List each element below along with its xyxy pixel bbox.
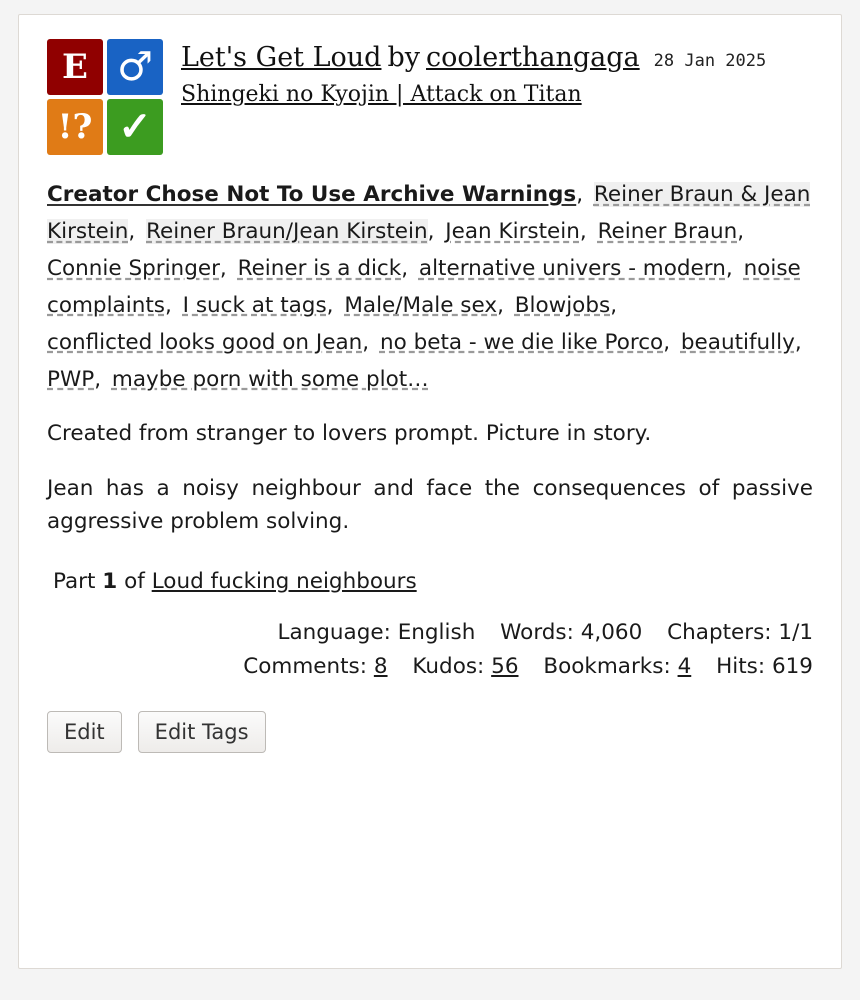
tag-separator: , <box>794 329 802 355</box>
edit-tags-button[interactable]: Edit Tags <box>138 711 266 753</box>
tag-warning[interactable]: Creator Chose Not To Use Archive Warnings <box>47 182 577 207</box>
stat-hits <box>716 654 813 679</box>
by-label: by <box>387 42 421 73</box>
language-value: English <box>397 619 476 645</box>
tag-separator: , <box>164 292 172 318</box>
series-part-label: Part <box>53 568 96 594</box>
tag-separator: , <box>725 255 733 281</box>
tag-character-1[interactable]: Jean Kirstein <box>445 218 580 244</box>
warning-glyph: !? <box>57 107 93 147</box>
tag-character-2[interactable]: Reiner Braun <box>597 218 738 244</box>
tag-freeform-7[interactable]: conflicted looks good on Jean <box>47 329 363 355</box>
bookmarks-value-link[interactable]: 4 <box>677 654 692 680</box>
language-label: Language: <box>277 619 391 645</box>
author-link[interactable]: coolerthangaga <box>426 42 640 73</box>
tag-separator: , <box>737 218 745 244</box>
published-date: 28 Jan 2025 <box>653 51 767 71</box>
stat-kudos <box>412 654 525 679</box>
tag-character-3[interactable]: Connie Springer <box>47 255 220 281</box>
tag-separator: , <box>219 255 227 281</box>
hits-value: 619 <box>771 654 813 680</box>
tag-separator: , <box>610 292 618 318</box>
category-mm-glyph: ♂ <box>117 44 153 90</box>
series-link[interactable]: Loud fucking neighbours <box>151 568 417 594</box>
tag-separator: , <box>128 218 136 244</box>
tag-freeform-3[interactable]: noise complaints <box>47 255 801 318</box>
kudos-value-link[interactable]: 56 <box>491 654 519 680</box>
tag-freeform-8[interactable]: no beta - we die like Porco <box>379 329 664 355</box>
required-tags-group <box>47 39 167 155</box>
tag-separator: , <box>362 329 370 355</box>
tag-freeform-10[interactable]: PWP <box>47 366 95 392</box>
tag-separator: , <box>326 292 334 318</box>
series-of-label: of <box>124 568 145 594</box>
tag-relationship-1[interactable]: Reiner Braun & Jean Kirstein <box>47 182 811 244</box>
tag-freeform-4[interactable]: I suck at tags <box>182 292 327 318</box>
work-summary <box>47 417 813 539</box>
rating-explicit-icon[interactable] <box>47 39 103 95</box>
fandom-link[interactable]: Shingeki no Kyojin | Attack on Titan <box>181 81 582 107</box>
tag-freeform-1[interactable]: Reiner is a dick <box>237 255 402 281</box>
tag-relationship-2[interactable]: Reiner Braun/Jean Kirstein <box>146 218 428 244</box>
complete-work-icon[interactable] <box>107 99 163 155</box>
fandom-row <box>181 75 813 107</box>
stat-chapters <box>667 620 813 645</box>
category-mm-icon[interactable] <box>107 39 163 95</box>
hits-label: Hits: <box>716 654 766 680</box>
tag-freeform-2[interactable]: alternative univers - modern <box>418 255 726 281</box>
tag-freeform-11[interactable]: maybe porn with some plot… <box>111 366 429 392</box>
tag-separator: , <box>94 366 102 392</box>
tag-separator: , <box>576 182 584 207</box>
kudos-label: Kudos: <box>412 654 485 680</box>
tag-list <box>47 177 813 399</box>
warning-chose-not-to-use-icon[interactable] <box>47 99 103 155</box>
chapters-value: 1/1 <box>778 619 813 645</box>
stat-words <box>500 620 649 645</box>
chapters-label: Chapters: <box>667 619 772 645</box>
rating-explicit-glyph: E <box>62 47 88 87</box>
words-value: 4,060 <box>580 619 643 645</box>
tag-freeform-9[interactable]: beautifully <box>680 329 795 355</box>
comments-label: Comments: <box>243 654 368 680</box>
tag-separator: , <box>579 218 587 244</box>
work-title-link[interactable]: Let's Get Loud <box>181 42 382 73</box>
series-row <box>53 569 813 594</box>
comments-value-link[interactable]: 8 <box>373 654 388 680</box>
tag-freeform-6[interactable]: Blowjobs <box>514 292 611 318</box>
tag-separator: , <box>497 292 504 318</box>
work-actions <box>47 711 813 753</box>
tag-separator: , <box>663 329 671 355</box>
stat-bookmarks <box>543 654 698 679</box>
complete-glyph: ✓ <box>118 103 152 150</box>
work-stats <box>47 616 813 685</box>
tag-separator: , <box>427 218 435 244</box>
work-heading <box>167 37 813 107</box>
words-label: Words: <box>500 619 574 645</box>
work-listing-card <box>18 14 842 969</box>
stat-language <box>277 620 482 645</box>
tag-freeform-5[interactable]: Male/Male sex <box>344 292 498 318</box>
summary-paragraph-1: Created from stranger to lovers prompt. Picture in story. <box>47 420 652 446</box>
work-header <box>47 37 813 155</box>
stat-comments <box>243 654 394 679</box>
title-line <box>181 41 813 75</box>
edit-button[interactable]: Edit <box>47 711 122 753</box>
series-part-number: 1 <box>102 568 118 594</box>
summary-paragraph-2: Jean has a noisy neighbour and face the consequences of passive aggressive problem solving. <box>47 476 813 535</box>
bookmarks-label: Bookmarks: <box>543 654 671 680</box>
tag-separator: , <box>401 255 409 281</box>
